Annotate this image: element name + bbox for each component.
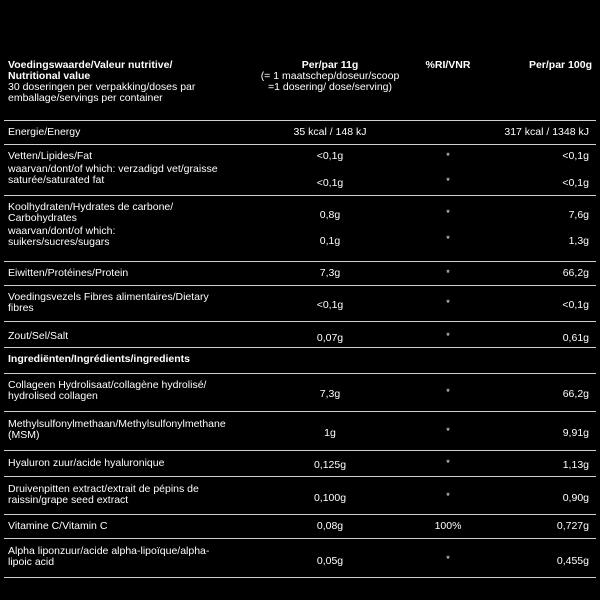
row-per-100g: 1,3g — [568, 235, 589, 247]
row-per-serving: 0,1g — [319, 235, 341, 247]
row-per-serving: 0,05g — [316, 555, 344, 567]
row-label-line1: Voedingsvezels Fibres alimentaires/Dietary — [8, 291, 209, 303]
divider — [4, 450, 596, 451]
row-ri: * — [446, 426, 450, 436]
divider — [4, 195, 596, 196]
row-per-100g: 1,13g — [562, 459, 589, 471]
divider — [4, 144, 596, 145]
row-per-100g: 7,6g — [568, 209, 589, 221]
row-ri: * — [446, 151, 450, 161]
row-per-serving: 0,100g — [313, 492, 347, 504]
row-per-100g: 0,61g — [562, 332, 589, 344]
header-servings-2: emballage/servings per container — [8, 92, 163, 104]
row-per-serving: 0,8g — [319, 209, 341, 221]
divider — [4, 120, 596, 121]
row-label: Vetten/Lipides/Fat — [8, 150, 93, 162]
row-ri: * — [446, 234, 450, 244]
row-per-100g: 317 kcal / 1348 kJ — [504, 126, 589, 138]
row-label-line2: Carbohydrates — [8, 212, 77, 224]
row-per-100g: <0,1g — [562, 299, 589, 311]
header-per-serving-title: Per/par 11g — [301, 59, 359, 71]
row-ri: * — [446, 331, 450, 341]
divider — [4, 321, 596, 322]
row-label — [8, 292, 248, 314]
row-label — [8, 419, 258, 441]
divider — [4, 514, 596, 515]
header-col-ri: %RI/VNR — [425, 59, 471, 71]
row-label-line1: waarvan/dont/of which: verzadigd vet/graisse — [8, 163, 218, 175]
row-label-line1: waarvan/dont/of which: — [8, 225, 116, 237]
row-label-line1: Alpha liponzuur/acide alpha-lipoïque/alpha- — [8, 545, 210, 557]
row-per-serving: 0,125g — [313, 459, 347, 471]
divider — [4, 577, 596, 578]
row-label — [8, 546, 248, 568]
header-title-2: Nutritional value — [8, 70, 91, 82]
row-label-line2: saturée/saturated fat — [8, 174, 105, 186]
row-ri: * — [446, 491, 450, 501]
row-ri: * — [446, 208, 450, 218]
ingredients-heading-label: Ingrediënten/Ingrédients/ingredients — [8, 353, 191, 365]
row-per-serving: 7,3g — [319, 388, 341, 400]
row-label-line2: fibres — [8, 302, 34, 314]
row-label: Vitamine C/Vitamin C — [8, 520, 108, 532]
row-per-100g: 9,91g — [562, 427, 589, 439]
row-ri: * — [446, 298, 450, 308]
divider — [4, 476, 596, 477]
row-label — [8, 202, 248, 224]
row-label: Hyaluron zuur/acide hyaluronique — [8, 457, 165, 469]
row-per-100g: 66,2g — [562, 388, 589, 400]
row-label-line2: suikers/sucres/sugars — [8, 236, 110, 248]
row-label — [8, 226, 248, 248]
row-per-100g: 66,2g — [562, 267, 589, 279]
row-per-100g: <0,1g — [562, 150, 589, 162]
row-per-serving: <0,1g — [316, 177, 344, 189]
row-per-serving: 7,3g — [319, 267, 341, 279]
header-servings-1: 30 doseringen per verpakking/doses par — [8, 81, 196, 93]
row-label-line2: (MSM) — [8, 429, 40, 441]
divider — [4, 347, 596, 348]
row-per-100g: 0,455g — [556, 555, 589, 567]
divider — [4, 373, 596, 374]
row-label-line1: Druivenpitten extract/extrait de pépins de — [8, 483, 199, 495]
header-title: Voedingswaarde/Valeur nutritive/ — [8, 59, 173, 71]
row-label-line1: Koolhydraten/Hydrates de carbone/ — [8, 201, 174, 213]
row-ri: * — [446, 554, 450, 564]
row-ri: * — [446, 268, 450, 278]
row-label-line2: raissin/grape seed extract — [8, 494, 129, 506]
row-per-serving: <0,1g — [316, 150, 344, 162]
row-label-line1: Methylsulfonylmethaan/Methylsulfonylmethane — [8, 418, 226, 430]
row-label — [8, 164, 248, 186]
row-per-serving: <0,1g — [316, 299, 344, 311]
row-ri: 100% — [434, 520, 462, 532]
row-per-serving: 0,08g — [316, 520, 344, 532]
row-per-serving: 35 kcal / 148 kJ — [293, 126, 367, 138]
row-label: Energie/Energy — [8, 126, 81, 138]
divider — [4, 538, 596, 539]
divider — [4, 285, 596, 286]
row-ri: * — [446, 387, 450, 397]
header-col-nutrition — [8, 60, 258, 104]
header-per-serving-sub1: (= 1 maatschep/doseur/scoop — [260, 70, 400, 82]
row-label — [8, 484, 248, 506]
divider — [4, 411, 596, 412]
row-label-line2: lipoic acid — [8, 556, 55, 568]
table-header — [8, 60, 592, 116]
row-label — [8, 380, 248, 402]
header-col-per-serving — [250, 60, 410, 93]
header-col-per-100g: Per/par 100g — [528, 59, 592, 71]
header-per-serving-sub2: =1 dosering/ dose/serving) — [267, 81, 393, 93]
row-label-line1: Collageen Hydrolisaat/collagène hydrolisé/ — [8, 379, 207, 391]
row-ri: * — [446, 458, 450, 468]
row-label: Zout/Sel/Salt — [8, 330, 69, 342]
row-per-100g: 0,90g — [562, 492, 589, 504]
row-per-serving: 0,07g — [316, 332, 344, 344]
row-label: Eiwitten/Protéines/Protein — [8, 267, 129, 279]
row-label-line2: hydrolised collagen — [8, 390, 98, 402]
divider — [4, 261, 596, 262]
row-per-100g: 0,727g — [556, 520, 589, 532]
row-per-serving: 1g — [324, 427, 336, 439]
row-per-100g: <0,1g — [562, 177, 589, 189]
row-ri: * — [446, 176, 450, 186]
